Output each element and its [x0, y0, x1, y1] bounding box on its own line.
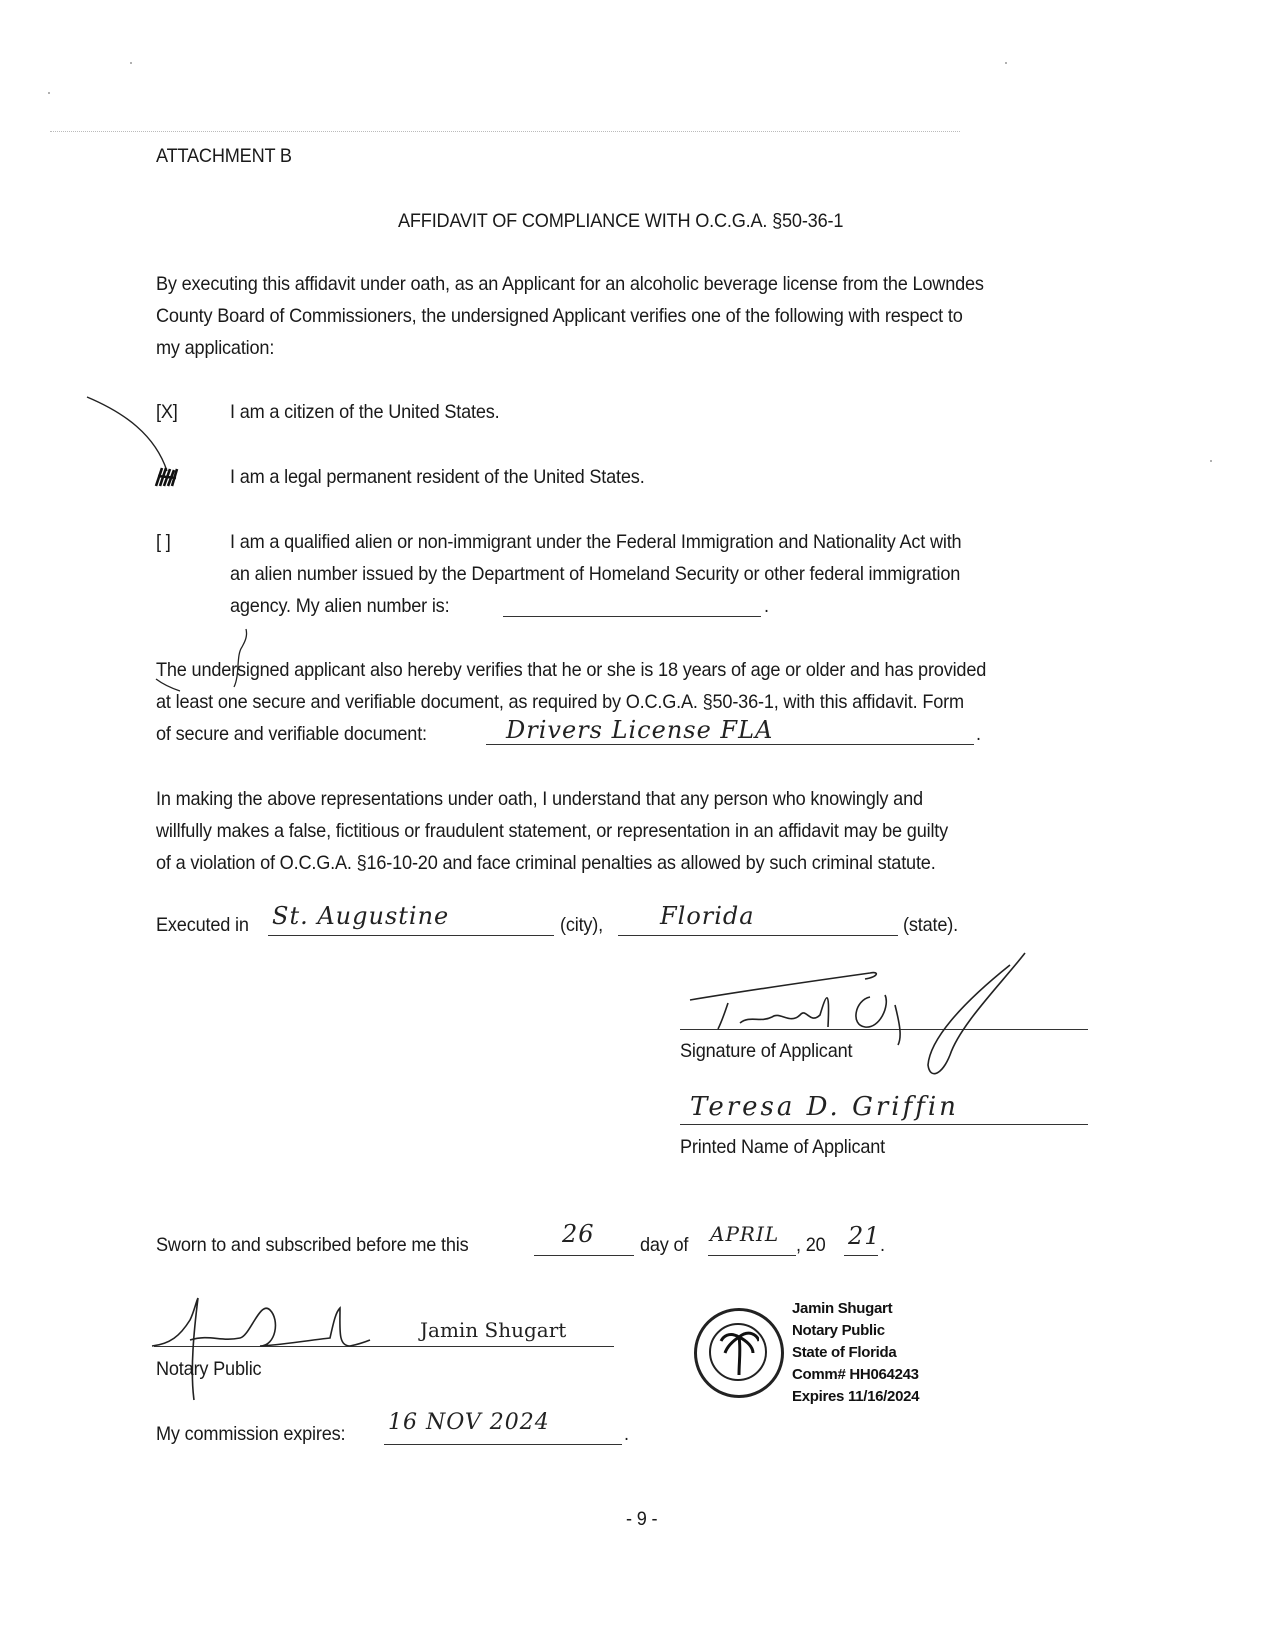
- state-underline: [618, 935, 898, 936]
- verification-line: at least one secure and verifiable document, as required by O.C.G.A. §50-36-1, with this affidavit. Form: [156, 691, 964, 713]
- period: .: [976, 723, 981, 745]
- checkbox-permanent-resident[interactable]: [154, 466, 180, 488]
- period: .: [764, 595, 769, 617]
- sworn-prefix: Sworn to and subscribed before me this: [156, 1234, 469, 1256]
- notary-signature[interactable]: [150, 1290, 470, 1410]
- document-form-underline: [486, 744, 974, 745]
- state-label: (state).: [903, 914, 958, 936]
- year-prefix: , 20: [796, 1234, 826, 1256]
- verification-line: of secure and verifiable document:: [156, 723, 427, 745]
- notary-seal-icon: [694, 1308, 784, 1398]
- city-label: (city),: [560, 914, 604, 936]
- day-label: day of: [640, 1234, 689, 1256]
- intro-line: By executing this affidavit under oath, as an Applicant for an alcoholic beverage license from the Lowndes: [156, 273, 984, 295]
- option-alien-text: an alien number issued by the Department of Homeland Security or other federal immigration: [230, 563, 961, 585]
- scan-speck: [1005, 62, 1007, 64]
- palm-tree-icon: [719, 1327, 759, 1377]
- commission-prefix: My commission expires:: [156, 1423, 346, 1445]
- scan-speck: [130, 62, 132, 64]
- option-alien-text: I am a qualified alien or non-immigrant under the Federal Immigration and Nationality Act with: [230, 531, 962, 553]
- month-field[interactable]: APRIL: [710, 1222, 780, 1246]
- stamp-line-title: Notary Public: [792, 1322, 885, 1339]
- penalty-line: willfully makes a false, fictitious or fraudulent statement, or representation in an affidavit may be guilty: [156, 820, 949, 842]
- intro-line: County Board of Commissioners, the undersigned Applicant verifies one of the following with respect to: [156, 305, 963, 327]
- verification-line: The undersigned applicant also hereby verifies that he or she is 18 years of age or older and has provided: [156, 659, 987, 681]
- sworn-suffix: .: [880, 1234, 885, 1256]
- intro-line: my application:: [156, 337, 275, 359]
- document-title: AFFIDAVIT OF COMPLIANCE WITH O.C.G.A. §50-36-1: [398, 210, 844, 232]
- scan-dotted-artifact: [50, 131, 960, 132]
- printed-name-label: Printed Name of Applicant: [680, 1136, 886, 1158]
- stamp-line-commission: Comm# HH064243: [792, 1366, 919, 1383]
- scribbled-checkmark-icon: [154, 466, 180, 488]
- notary-printed-name: Jamin Shugart: [420, 1318, 567, 1342]
- stamp-line-expires: Expires 11/16/2024: [792, 1388, 920, 1405]
- day-field[interactable]: 26: [562, 1220, 595, 1248]
- state-field[interactable]: Florida: [660, 902, 755, 930]
- document-form-field[interactable]: Drivers License FLA: [506, 716, 774, 744]
- city-field[interactable]: St. Augustine: [272, 902, 450, 930]
- applicant-signature[interactable]: [680, 945, 1040, 1085]
- day-underline: [534, 1255, 634, 1256]
- year-field[interactable]: 21: [848, 1222, 881, 1250]
- option-alien-text: agency. My alien number is:: [230, 595, 450, 617]
- scan-speck: [1210, 460, 1212, 462]
- option-resident-text: I am a legal permanent resident of the United States.: [230, 466, 645, 488]
- notary-label: Notary Public: [156, 1358, 262, 1380]
- stamp-line-state: State of Florida: [792, 1344, 897, 1361]
- executed-prefix: Executed in: [156, 914, 249, 936]
- printed-name-underline: [680, 1124, 1088, 1125]
- option-citizen-text: I am a citizen of the United States.: [230, 401, 500, 423]
- month-underline: [708, 1255, 796, 1256]
- printed-name-field[interactable]: Teresa D. Griffin: [690, 1092, 959, 1122]
- alien-number-field[interactable]: [503, 616, 761, 617]
- checkbox-qualified-alien[interactable]: [ ]: [156, 531, 171, 553]
- year-underline: [844, 1255, 878, 1256]
- period: .: [624, 1423, 629, 1445]
- commission-expiry-field[interactable]: 16 NOV 2024: [388, 1410, 550, 1435]
- penalty-line: of a violation of O.C.G.A. §16-10-20 and face criminal penalties as allowed by such criminal statute.: [156, 852, 936, 874]
- penalty-line: In making the above representations under oath, I understand that any person who knowingly and: [156, 788, 923, 810]
- stamp-line-name: Jamin Shugart: [792, 1300, 893, 1317]
- city-underline: [268, 935, 554, 936]
- scan-speck: [48, 92, 50, 94]
- page-number: - 9 -: [626, 1508, 658, 1530]
- signature-label: Signature of Applicant: [680, 1040, 853, 1062]
- notary-stamp-text: [792, 1298, 919, 1408]
- attachment-label: ATTACHMENT B: [156, 145, 292, 167]
- commission-underline: [384, 1444, 622, 1445]
- checkbox-citizen[interactable]: [X]: [156, 401, 178, 423]
